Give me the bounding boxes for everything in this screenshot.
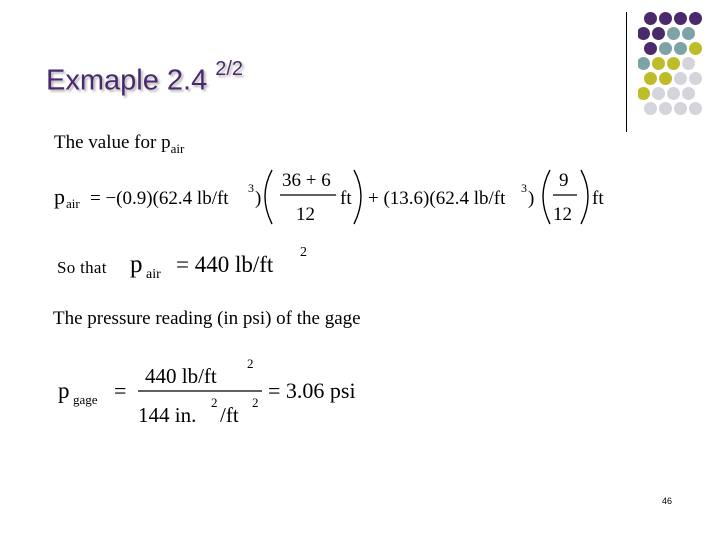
decorative-dot (659, 42, 672, 55)
page-number: 46 (662, 496, 673, 506)
eq3-equals: = (114, 378, 127, 403)
decorative-dot (689, 12, 702, 25)
decorative-dot (674, 12, 687, 25)
eq3-num-exp: 2 (247, 356, 254, 371)
decorative-dot (667, 57, 680, 70)
eq3-den-exp-a: 2 (211, 395, 218, 410)
eq1-frac1-num: 36 + 6 (282, 170, 331, 191)
eq1-paren-close-1 (354, 170, 361, 224)
equation-pair-calculation (50, 162, 610, 232)
eq3-numerator: 440 lb/ft (145, 364, 217, 388)
eq1-frac2-den: 12 (553, 204, 572, 225)
decorative-dot (689, 72, 702, 85)
text-value-for-subscript: air (170, 140, 185, 156)
decorative-dot (682, 27, 695, 40)
eq1-first-term: = −(0.9)(62.4 lb/ft (90, 188, 229, 209)
decorative-dot (638, 87, 650, 100)
title-suffix: 2/2 (215, 58, 244, 80)
text-value-for-prefix: The value for p (54, 132, 171, 153)
decorative-dot (667, 27, 680, 40)
eq1-unit2: ft (592, 188, 604, 209)
eq2-lhs-sub: air (146, 267, 161, 282)
slide-title (46, 58, 244, 98)
eq3-den-b: /ft (220, 403, 239, 427)
equation-pair-result (128, 236, 328, 286)
eq1-paren-open-2 (543, 170, 550, 224)
eq3-lhs: p (58, 378, 70, 403)
text-so-that: So that (57, 258, 107, 277)
title-text: Exmaple 2.4 (46, 64, 208, 97)
decorative-dot (689, 102, 702, 115)
decorative-dot (674, 102, 687, 115)
eq1-lhs-sub: air (66, 196, 80, 211)
eq3-result: = 3.06 psi (268, 378, 356, 403)
decorative-dot (689, 42, 702, 55)
decorative-dot (644, 42, 657, 55)
decorative-dot (667, 87, 680, 100)
decorative-dot (682, 87, 695, 100)
eq1-frac2-num: 9 (559, 170, 569, 191)
decorative-dot (644, 12, 657, 25)
decorative-dot (638, 27, 650, 40)
eq2-lhs: p (130, 251, 143, 278)
eq1-unit1: ft (340, 188, 352, 209)
equation-pgage (56, 356, 396, 434)
text-value-for-pair (54, 132, 184, 157)
eq3-den-exp-b: 2 (252, 395, 259, 410)
eq1-exp3b: 3 (521, 181, 527, 195)
eq1-second-term: + (13.6)(62.4 lb/ft (368, 188, 506, 209)
eq1-frac1-den: 12 (296, 204, 315, 225)
decorative-dot (644, 102, 657, 115)
eq1-close1: ) (255, 188, 262, 209)
decorative-dot (644, 72, 657, 85)
decorative-dot (638, 57, 650, 70)
eq3-lhs-sub: gage (73, 392, 98, 407)
eq3-den-a: 144 in. (138, 403, 197, 427)
text-pressure-reading: The pressure reading (in psi) of the gage (53, 308, 361, 329)
eq1-paren-open-1 (265, 170, 272, 224)
decorative-dot (659, 102, 672, 115)
decorative-dot (659, 72, 672, 85)
decorative-dot (682, 57, 695, 70)
eq2-rhs: = 440 lb/ft (176, 252, 274, 277)
eq1-lhs: p (54, 184, 65, 209)
eq1-exp3a: 3 (248, 181, 254, 195)
decorative-dot (674, 42, 687, 55)
eq1-paren-close-2 (581, 170, 588, 224)
decorative-dot (652, 27, 665, 40)
eq1-close2: ) (528, 188, 535, 209)
decorative-dot (652, 57, 665, 70)
decorative-dot (659, 12, 672, 25)
decorative-dot-grid (638, 10, 720, 132)
eq2-exp: 2 (300, 245, 307, 260)
decorative-dot (652, 87, 665, 100)
decorative-dot (674, 72, 687, 85)
decorative-vertical-line (626, 12, 627, 132)
